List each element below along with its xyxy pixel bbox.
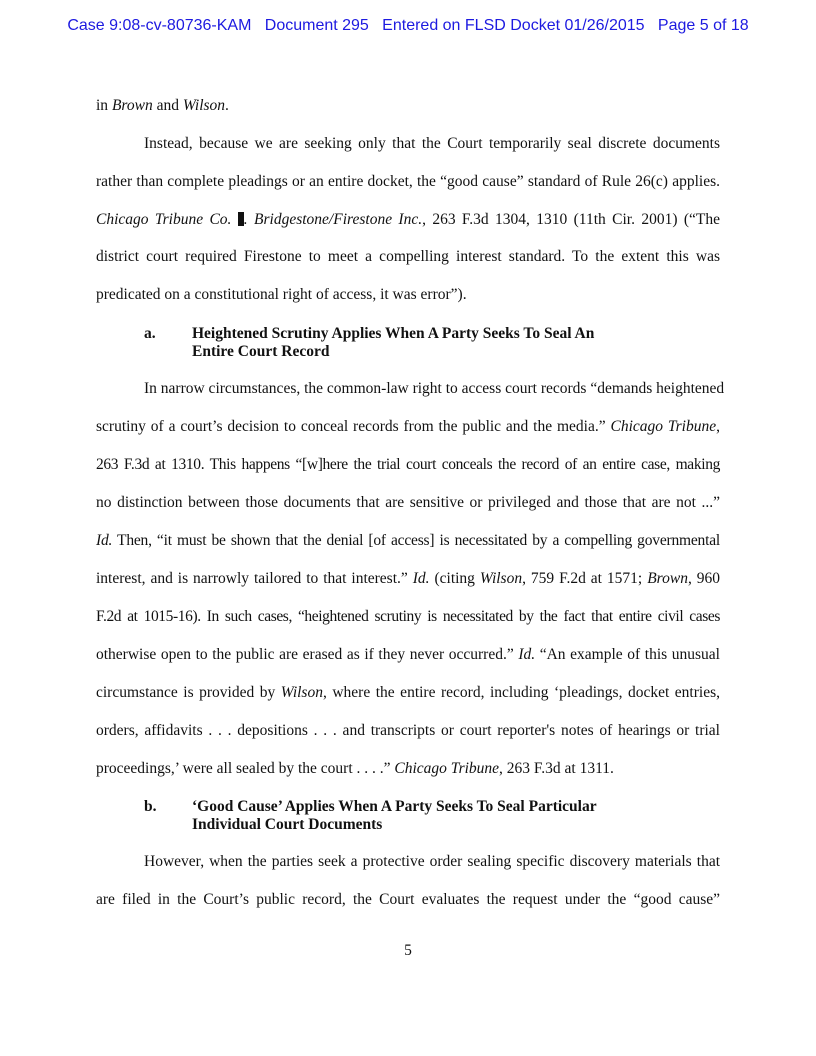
case-citation: Brown	[647, 570, 688, 587]
body-line: Chicago Tribune Co. . Bridgestone/Firestone Inc., 263 F.3d 1304, 1310 (11th Cir. 2001) (“The	[96, 211, 720, 228]
body-line: predicated on a constitutional right of access, it was error”).	[96, 286, 467, 303]
header-page-count: Page 5 of 18	[657, 17, 749, 34]
body-line: no distinction between those documents that are sensitive or privileged and those that are not ...”	[96, 494, 720, 511]
body-line: district court required Firestone to meet a compelling interest standard. To the extent this was	[96, 248, 720, 265]
section-letter-b: b.	[144, 798, 157, 815]
case-citation: Id.	[412, 570, 430, 587]
docket-header	[0, 17, 816, 35]
case-citation: . Bridgestone/Firestone Inc.	[243, 211, 423, 228]
body-line: interest, and is narrowly tailored to that interest.” Id. (citing Wilson, 759 F.2d at 1571; Brown, 960	[96, 570, 721, 587]
body-line: in Brown and Wilson.	[96, 97, 229, 114]
body-line: are filed in the Court’s public record, the Court evaluates the request under the “good cause”	[96, 891, 720, 908]
case-citation: Id.	[96, 532, 113, 549]
case-citation: Wilson	[280, 684, 323, 701]
section-heading-a	[192, 325, 594, 361]
section-heading-b	[192, 798, 597, 834]
header-case-number: Case 9:08-cv-80736-KAM	[67, 17, 252, 34]
body-line: Instead, because we are seeking only that the Court temporarily seal discrete documents	[144, 135, 720, 152]
page-number: 5	[404, 942, 412, 959]
case-citation: Chicago Tribune Co.	[96, 211, 232, 228]
body-line: 263 F.3d at 1310. This happens “[w]here the trial court conceals the record of an entire case, making	[96, 456, 720, 473]
case-citation: Id.	[518, 646, 536, 663]
body-line: scrutiny of a court’s decision to conceal records from the public and the media.” Chicago Tribune,	[96, 418, 720, 435]
section-letter-a: a.	[144, 325, 156, 342]
body-line: Id. Then, “it must be shown that the denial [of access] is necessitated by a compelling governmental	[96, 532, 720, 549]
case-citation: Wilson	[182, 97, 226, 114]
heading-line: Entire Court Record	[192, 343, 330, 360]
case-citation: Wilson	[479, 570, 523, 587]
case-citation: Brown	[111, 97, 153, 114]
heading-line: Heightened Scrutiny Applies When A Party Seeks To Seal An	[192, 325, 595, 342]
body-line: In narrow circumstances, the common-law right to access court records “demands heightened	[144, 380, 725, 397]
body-line: circumstance is provided by Wilson, where the entire record, including ‘pleadings, docket entries,	[96, 684, 720, 701]
body-line: orders, affidavits . . . depositions . . . and transcripts or court reporter's notes of hearings or trial	[96, 722, 720, 739]
body-line: proceedings,’ were all sealed by the court . . . .” Chicago Tribune, 263 F.3d at 1311.	[96, 760, 614, 777]
heading-line: ‘Good Cause’ Applies When A Party Seeks To Seal Particular	[192, 798, 597, 815]
body-line: However, when the parties seek a protective order sealing specific discovery materials that	[144, 853, 720, 870]
body-line: F.2d at 1015-16). In such cases, “heightened scrutiny is necessitated by the fact that entire civil cases	[96, 608, 720, 625]
heading-line: Individual Court Documents	[192, 816, 383, 833]
header-document-number: Document 295	[264, 17, 369, 34]
header-entered-date: Entered on FLSD Docket 01/26/2015	[382, 17, 645, 34]
case-citation: Chicago Tribune	[394, 760, 500, 777]
body-line: rather than complete pleadings or an entire docket, the “good cause” standard of Rule 26(c) applies.	[96, 173, 720, 190]
body-line: otherwise open to the public are erased as if they never occurred.” Id. “An example of this unusual	[96, 646, 720, 663]
case-citation: Chicago Tribune	[610, 418, 717, 435]
